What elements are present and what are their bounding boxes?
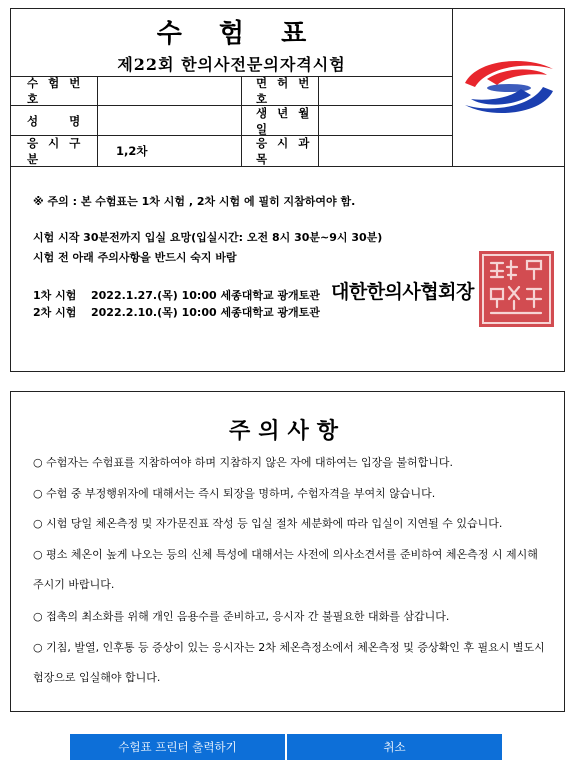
caution-item-3: ○ 시험 당일 체온측정 및 자가문진표 작성 등 입실 절차 세분화에 따라 입실이 지연될 수 있습니다. xyxy=(33,517,503,530)
exam-number-label: 수 험 번 호 xyxy=(11,77,98,105)
license-number-value xyxy=(319,77,453,105)
caution-item-5: ○ 접촉의 최소화를 위해 개인 음용수를 준비하고, 응시자 간 불필요한 대화를 삼갑니다. xyxy=(33,610,450,623)
ticket-subtitle: 제22회 한의사전문의자격시험 xyxy=(117,55,346,74)
notice-arrival: 시험 시작 30분전까지 입실 요망(입실시간: 오전 8시 30분~9시 30분) xyxy=(33,231,383,244)
birthdate-value xyxy=(319,106,453,135)
notice-warning: ※ 주의 : 본 수험표는 1차 시험 , 2차 시험 에 필히 지참하여야 함. xyxy=(33,195,356,208)
ticket-notice xyxy=(11,167,565,372)
print-ticket-button[interactable]: 수험표 프린터 출력하기 xyxy=(70,734,285,760)
caution-item-4: ○ 평소 체온이 높게 나오는 등의 신체 특성에 대해서는 사전에 의사소견서를 준비하여 체온측정 시 제시해 주시기 바랍니다. xyxy=(33,548,538,591)
exam-subject-label: 응 시 과 목 xyxy=(242,136,319,166)
ticket-row-1 xyxy=(11,77,453,106)
license-number-label: 면 허 번 호 xyxy=(242,77,319,105)
exam-subject-value xyxy=(319,136,453,166)
caution-item-2: ○ 수험 중 부정행위자에 대해서는 즉시 퇴장을 명하며, 수험자격을 부여치 않습니다. xyxy=(33,487,436,500)
exam2-label: 2차 시험 xyxy=(33,306,77,319)
ticket-row-3 xyxy=(11,136,453,167)
exam-ticket xyxy=(10,8,565,372)
caution-section xyxy=(10,391,565,712)
ticket-row-2 xyxy=(11,106,453,136)
exam1-detail: 2022.1.27.(목) 10:00 세종대학교 광개토관 xyxy=(91,289,320,302)
association-logo-icon xyxy=(457,53,561,123)
official-seal-icon xyxy=(477,249,556,329)
exam1-label: 1차 시험 xyxy=(33,289,77,302)
cancel-button[interactable]: 취소 xyxy=(287,734,502,760)
ticket-header-grid xyxy=(11,9,565,167)
exam-category-value: 1,2차 xyxy=(98,136,242,166)
logo-cell xyxy=(453,9,565,167)
ticket-title-cell xyxy=(11,9,453,77)
exam-schedule-1 xyxy=(33,287,320,303)
notice-read-cautions: 시험 전 아래 주의사항을 반드시 숙지 바람 xyxy=(33,251,237,264)
name-value xyxy=(98,106,242,135)
exam2-detail: 2022.2.10.(목) 10:00 세종대학교 광개토관 xyxy=(91,306,320,319)
birthdate-label: 생 년 월 일 xyxy=(242,106,319,135)
association-signature: 대한한의사협회장 xyxy=(331,281,474,303)
caution-item-6: ○ 기침, 발열, 인후통 등 증상이 있는 응시자는 2차 체온측정소에서 체온측정 및 증상확인 후 필요시 별도시험장으로 입실해야 합니다. xyxy=(33,641,545,684)
exam-category-label: 응 시 구 분 xyxy=(11,136,98,166)
name-label: 성 명 xyxy=(11,106,98,135)
caution-title: 주의사항 xyxy=(228,419,346,444)
exam-schedule-2 xyxy=(33,304,320,320)
caution-item-1: ○ 수험자는 수험표를 지참하여야 하며 지참하지 않은 자에 대하여는 입장을 불허합니다. xyxy=(33,456,453,469)
exam-number-value xyxy=(98,77,242,105)
ticket-title: 수 험 표 xyxy=(156,19,321,49)
